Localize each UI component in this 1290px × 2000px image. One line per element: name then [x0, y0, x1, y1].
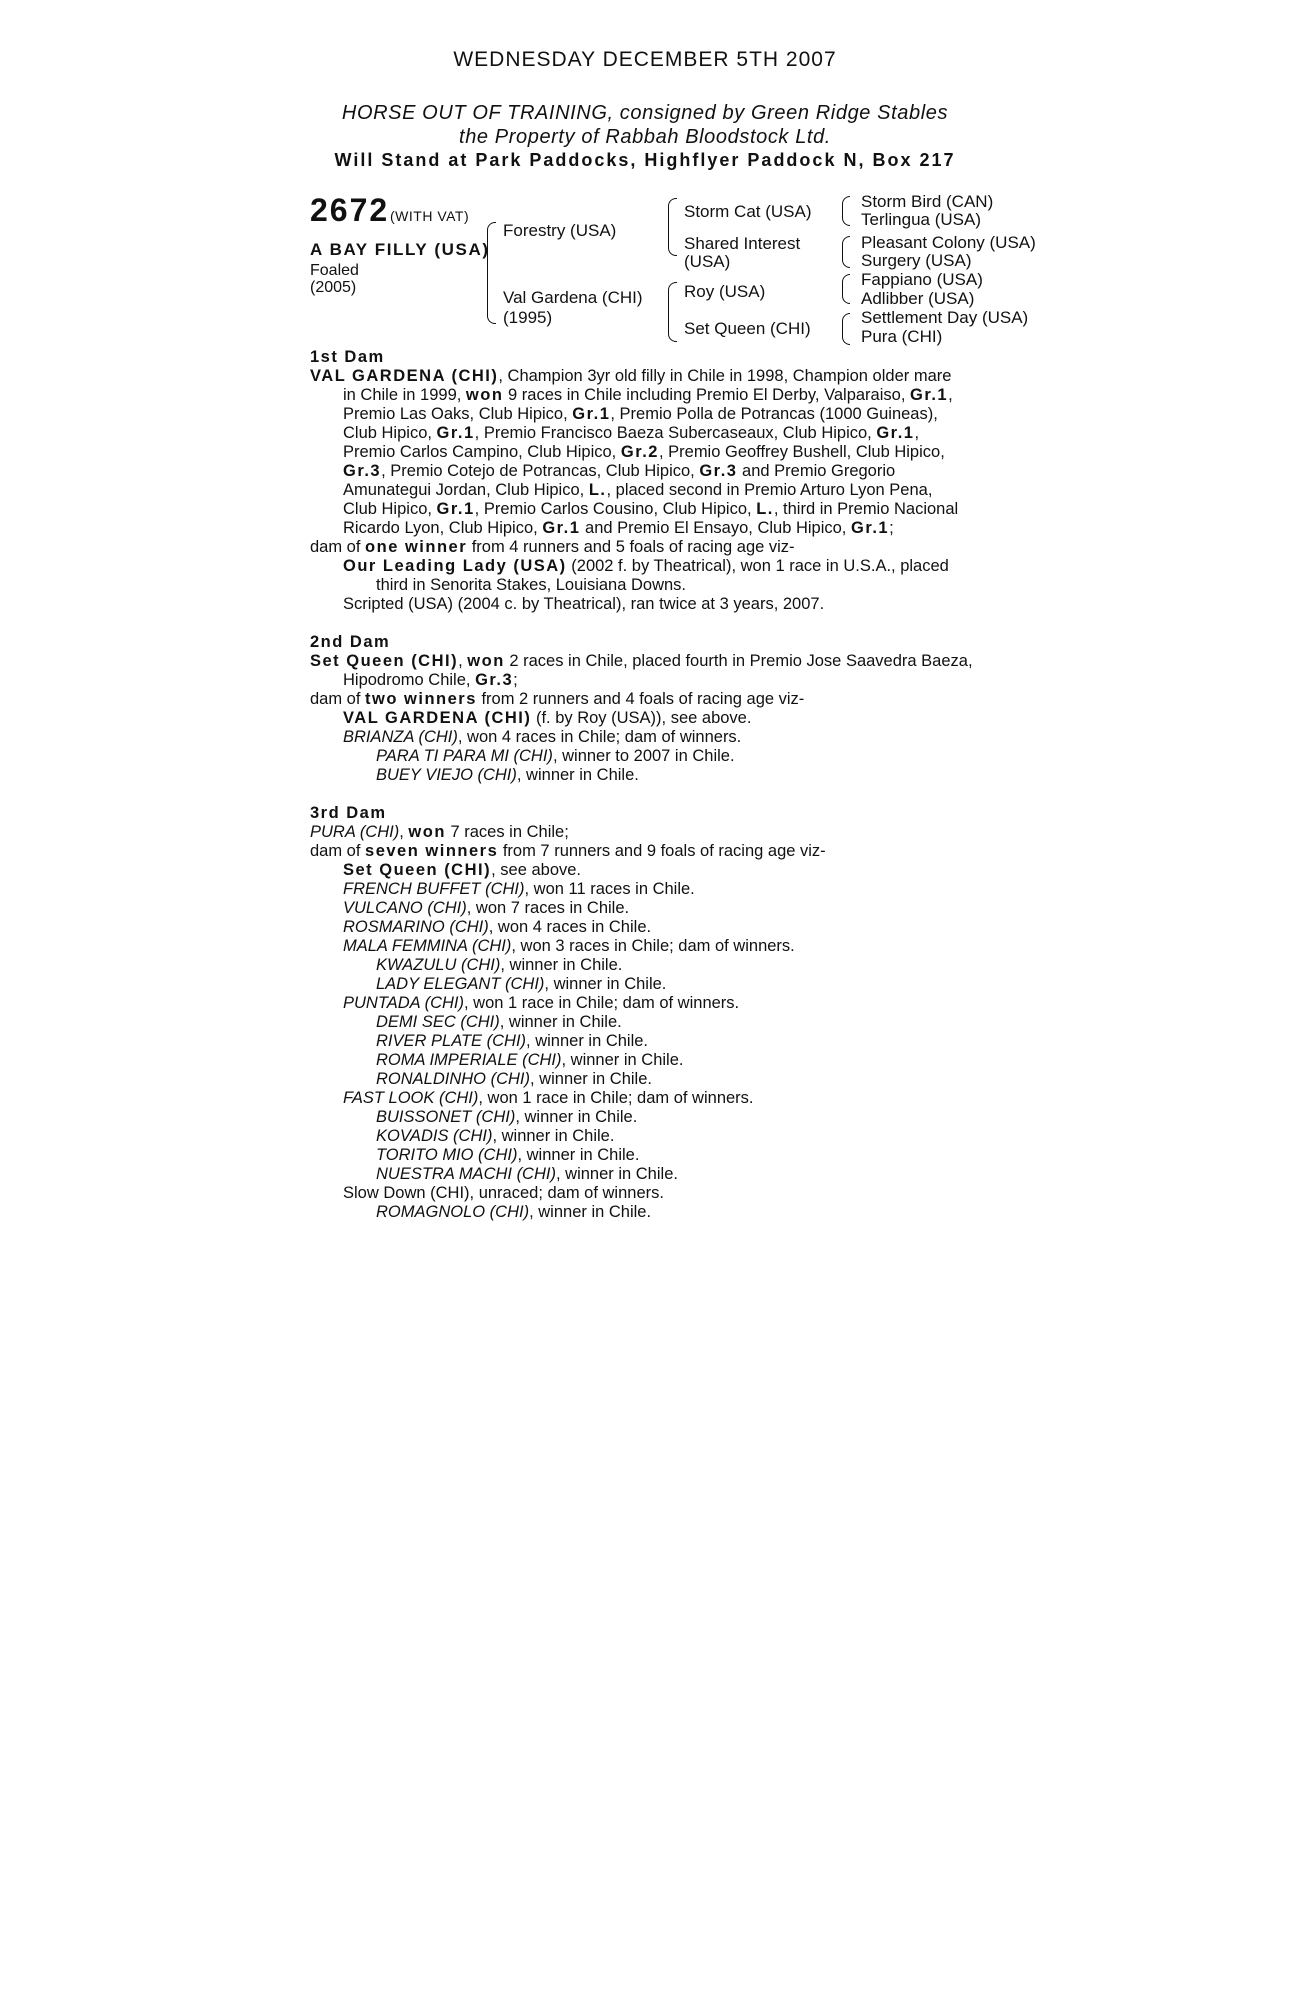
- text-span: , Premio Geoffrey Bushell, Club Hipico,: [658, 443, 945, 461]
- third-dam-produce-5b: [310, 975, 982, 994]
- text-span: in Chile in 1999,: [343, 386, 466, 404]
- first-dam-heading: 1st Dam: [310, 348, 385, 366]
- third-dam-produce-7d: [310, 1165, 982, 1184]
- first-dam-name: VAL GARDENA (CHI): [310, 367, 499, 385]
- text-span: , Champion 3yr old filly in Chile in 1998, Champion older mare: [498, 367, 952, 385]
- third-dam-produce-6d: [310, 1070, 982, 1089]
- produce-name: FRENCH BUFFET (CHI): [343, 880, 525, 898]
- text-span: , winner in Chile.: [529, 1203, 652, 1221]
- text-span: ,: [914, 424, 920, 442]
- third-dam-section: [310, 804, 982, 1222]
- horse-description: A BAY FILLY (USA): [310, 240, 490, 259]
- text-span: Premio Las Oaks, Club Hipico,: [343, 405, 573, 423]
- grade-label: Gr.1: [850, 519, 890, 537]
- text-span: , won 7 races in Chile.: [466, 899, 630, 917]
- produce-name: FAST LOOK (CHI): [343, 1089, 479, 1107]
- text-span: , Premio Cotejo de Potrancas, Club Hipico,: [381, 462, 700, 480]
- second-dam-produce-summary: [310, 690, 982, 709]
- produce-name: BRIANZA (CHI): [343, 728, 458, 746]
- lot-vat-note: (WITH VAT): [390, 208, 470, 224]
- text-span: , winner in Chile.: [499, 1013, 622, 1031]
- pedigree-dsd: Adlibber (USA): [861, 289, 975, 308]
- produce-name: ROMA IMPERIALE (CHI): [376, 1051, 562, 1069]
- text-span: Club Hipico,: [343, 500, 437, 518]
- produce-name: ROMAGNOLO (CHI): [376, 1203, 530, 1221]
- first-dam-line-1: [310, 367, 982, 386]
- listed-label: L.: [756, 500, 774, 518]
- pedigree-dam-year: (1995): [503, 308, 553, 327]
- produce-name: TORITO MIO (CHI): [376, 1146, 518, 1164]
- text-span: and Premio Gregorio: [737, 462, 896, 480]
- produce-name: VULCANO (CHI): [343, 899, 467, 917]
- pedigree-brace-dam: [668, 282, 677, 342]
- produce-name: PARA TI PARA MI (CHI): [376, 747, 553, 765]
- second-dam-produce-2b: [310, 766, 982, 785]
- first-dam-line-7: [310, 481, 982, 500]
- pedigree-brace-dd: [842, 313, 850, 345]
- text-span: , Premio Francisco Baeza Subercaseaux, Club Hipico,: [474, 424, 877, 442]
- produce-name: MALA FEMMINA (CHI): [343, 937, 512, 955]
- grade-label: Gr.1: [436, 424, 475, 442]
- text-span: , won 1 race in Chile; dam of winners.: [464, 994, 740, 1012]
- grade-label: Gr.1: [542, 519, 581, 537]
- text-span: , third in Premio Nacional: [773, 500, 959, 518]
- produce-name: BUISSONET (CHI): [376, 1108, 516, 1126]
- text-span: , winner in Chile.: [515, 1108, 638, 1126]
- first-dam-produce-summary: [310, 538, 982, 557]
- text-span: , winner to 2007 in Chile.: [552, 747, 735, 765]
- third-dam-produce-6a: [310, 1013, 982, 1032]
- produce-name: Our Leading Lady (USA): [343, 557, 567, 575]
- text-span: , placed second in Premio Arturo Lyon Pena,: [606, 481, 933, 499]
- winners-emphasis: seven winners: [365, 842, 499, 860]
- lot-number: 2672: [310, 192, 390, 228]
- third-dam-produce-5: [310, 937, 982, 956]
- pedigree-sire-dam: Shared Interest: [684, 234, 801, 253]
- third-dam-heading: 3rd Dam: [310, 804, 387, 822]
- foaled-year: (2005): [310, 279, 357, 296]
- pedigree-dam: Val Gardena (CHI): [503, 288, 643, 307]
- grade-label: Gr.1: [910, 386, 949, 404]
- text-span: 2 races in Chile, placed fourth in Premio Jose Saavedra Baeza,: [504, 652, 973, 670]
- first-dam-line-8: [310, 500, 982, 519]
- pedigree-dam-dam: Set Queen (CHI): [684, 319, 811, 338]
- text-span: , winner in Chile.: [561, 1051, 684, 1069]
- first-dam-line-5: [310, 443, 982, 462]
- first-dam-section: [310, 348, 982, 614]
- pedigree-ssd: Terlingua (USA): [861, 210, 981, 229]
- text-span: , Premio Carlos Cousino, Club Hipico,: [474, 500, 757, 518]
- produce-name: RIVER PLATE (CHI): [376, 1032, 527, 1050]
- pedigree-sss: Storm Bird (CAN): [861, 192, 994, 211]
- pedigree-dds: Settlement Day (USA): [861, 308, 1029, 327]
- third-dam-produce-6: [310, 994, 982, 1013]
- text-span: Hipodromo Chile,: [343, 671, 476, 689]
- pedigree-brace-main: [487, 222, 496, 324]
- pedigree-sire-sire: Storm Cat (USA): [684, 202, 812, 221]
- third-dam-produce-7c: [310, 1146, 982, 1165]
- third-dam-produce-4: [310, 918, 982, 937]
- produce-name: LADY ELEGANT (CHI): [376, 975, 545, 993]
- produce-name: VAL GARDENA (CHI): [343, 709, 532, 727]
- text-span: Ricardo Lyon, Club Hipico,: [343, 519, 543, 537]
- text-span: dam of: [310, 842, 366, 860]
- produce-name: KOVADIS (CHI): [376, 1127, 493, 1145]
- text-span: , winner in Chile.: [555, 1165, 678, 1183]
- third-dam-produce-1: [310, 861, 982, 880]
- grade-label: Gr.1: [436, 500, 475, 518]
- first-dam-line-2: [310, 386, 982, 405]
- text-span: , see above.: [491, 861, 582, 879]
- text-span: , won 4 races in Chile; dam of winners.: [457, 728, 742, 746]
- text-span: (2002 f. by Theatrical), won 1 race in U.S.A., placed: [566, 557, 949, 575]
- third-dam-produce-8: Slow Down (CHI), unraced; dam of winners.: [343, 1184, 664, 1202]
- grade-label: Gr.2: [620, 443, 659, 461]
- third-dam-produce-7a: [310, 1108, 982, 1127]
- text-span: , won 4 races in Chile.: [488, 918, 652, 936]
- foaled-label: Foaled: [310, 262, 359, 279]
- winners-emphasis: two winners: [365, 690, 477, 708]
- pedigree-ddd: Pura (CHI): [861, 327, 943, 346]
- produce-name: KWAZULU (CHI): [376, 956, 501, 974]
- text-span: ;: [513, 671, 518, 689]
- first-dam-line-9: [310, 519, 982, 538]
- second-dam-produce-2a: [310, 747, 982, 766]
- produce-name: RONALDINHO (CHI): [376, 1070, 531, 1088]
- produce-name: PUNTADA (CHI): [343, 994, 464, 1012]
- text-span: , Premio Polla de Potrancas (1000 Guineas),: [610, 405, 938, 423]
- third-dam-produce-summary: [310, 842, 982, 861]
- first-dam-line-4: [310, 424, 982, 443]
- text-span: , winner in Chile.: [492, 1127, 615, 1145]
- text-span: , winner in Chile.: [544, 975, 667, 993]
- second-dam-line-1: [310, 652, 982, 671]
- third-dam-produce-2: [310, 880, 982, 899]
- grade-label: Gr.3: [475, 671, 514, 689]
- third-dam-produce-7: [310, 1089, 982, 1108]
- text-span: , winner in Chile.: [500, 956, 623, 974]
- pedigree-brace-ds: [842, 274, 850, 304]
- header-property: the Property of Rabbah Bloodstock Ltd.: [459, 126, 831, 148]
- pedigree-sdd: Surgery (USA): [861, 251, 972, 270]
- grade-label: Gr.3: [343, 462, 382, 480]
- third-dam-produce-3: [310, 899, 982, 918]
- grade-label: Gr.1: [572, 405, 611, 423]
- third-dam-name: PURA (CHI): [310, 823, 400, 841]
- second-dam-heading: 2nd Dam: [310, 633, 391, 651]
- first-dam-produce-1-cont: third in Senorita Stakes, Louisiana Downs.: [376, 576, 687, 594]
- text-span: , winner in Chile.: [517, 1146, 640, 1164]
- produce-name: NUESTRA MACHI (CHI): [376, 1165, 556, 1183]
- text-span: , won 3 races in Chile; dam of winners.: [511, 937, 795, 955]
- text-span: from 7 runners and 9 foals of racing age viz-: [498, 842, 826, 860]
- first-dam-line-6: [310, 462, 982, 481]
- pedigree-brace-sire: [668, 198, 677, 256]
- text-span: dam of: [310, 690, 366, 708]
- pedigree-dss: Fappiano (USA): [861, 270, 983, 289]
- grade-label: Gr.3: [699, 462, 738, 480]
- second-dam-line-2: [310, 671, 982, 690]
- listed-label: L.: [588, 481, 607, 499]
- text-span: ,: [458, 652, 468, 670]
- produce-name: DEMI SEC (CHI): [376, 1013, 500, 1031]
- text-span: dam of: [310, 538, 366, 556]
- text-span: , won 1 race in Chile; dam of winners.: [478, 1089, 754, 1107]
- third-dam-produce-8a: [310, 1203, 982, 1222]
- text-span: Premio Carlos Campino, Club Hipico,: [343, 443, 621, 461]
- pedigree-sds: Pleasant Colony (USA): [861, 233, 1036, 252]
- won-emphasis: won: [408, 823, 446, 841]
- third-dam-produce-5a: [310, 956, 982, 975]
- third-dam-produce-6c: [310, 1051, 982, 1070]
- text-span: ;: [889, 519, 894, 537]
- text-span: Amunategui Jordan, Club Hipico,: [343, 481, 589, 499]
- first-dam-line-3: [310, 405, 982, 424]
- grade-label: Gr.1: [876, 424, 915, 442]
- text-span: and Premio El Ensayo, Club Hipico,: [580, 519, 851, 537]
- won-emphasis: won: [465, 386, 504, 404]
- text-span: ,: [399, 823, 409, 841]
- text-span: 7 races in Chile;: [445, 823, 569, 841]
- second-dam-produce-1: [310, 709, 982, 728]
- produce-name: BUEY VIEJO (CHI): [376, 766, 517, 784]
- text-span: ,: [948, 386, 953, 404]
- second-dam-produce-2: [310, 728, 982, 747]
- pedigree-sire: Forestry (USA): [503, 221, 617, 240]
- text-span: , won 11 races in Chile.: [524, 880, 695, 898]
- third-dam-line-1: [310, 823, 982, 842]
- second-dam-name: Set Queen (CHI): [310, 652, 459, 670]
- text-span: , winner in Chile.: [530, 1070, 652, 1088]
- pedigree-brace-sd: [842, 236, 850, 268]
- third-dam-produce-6b: [310, 1032, 982, 1051]
- header-stable-location: Will Stand at Park Paddocks, Highflyer Paddock N, Box 217: [334, 150, 956, 170]
- produce-name: ROSMARINO (CHI): [343, 918, 489, 936]
- first-dam-produce-1: [310, 557, 982, 576]
- text-span: from 4 runners and 5 foals of racing age viz-: [467, 538, 795, 556]
- text-span: , winner in Chile.: [526, 1032, 649, 1050]
- won-emphasis: won: [467, 652, 505, 670]
- text-span: , winner in Chile.: [516, 766, 639, 784]
- third-dam-produce-7b: [310, 1127, 982, 1146]
- pedigree-brace-ss: [842, 196, 850, 226]
- header-consignor: HORSE OUT OF TRAINING, consigned by Green Ridge Stables: [341, 102, 949, 124]
- produce-name: Set Queen (CHI): [343, 861, 492, 879]
- pedigree-dam-sire: Roy (USA): [684, 282, 766, 301]
- text-span: (f. by Roy (USA)), see above.: [531, 709, 752, 727]
- winners-emphasis: one winner: [365, 538, 468, 556]
- text-span: 9 races in Chile including Premio El Derby, Valparaiso,: [503, 386, 910, 404]
- sale-date: WEDNESDAY DECEMBER 5TH 2007: [453, 48, 837, 71]
- pedigree-sire-dam-country: (USA): [684, 252, 731, 271]
- text-span: from 2 runners and 4 foals of racing age viz-: [476, 690, 805, 708]
- text-span: Club Hipico,: [343, 424, 437, 442]
- first-dam-produce-2: Scripted (USA) (2004 c. by Theatrical), ran twice at 3 years, 2007.: [343, 595, 825, 613]
- second-dam-section: [310, 633, 982, 785]
